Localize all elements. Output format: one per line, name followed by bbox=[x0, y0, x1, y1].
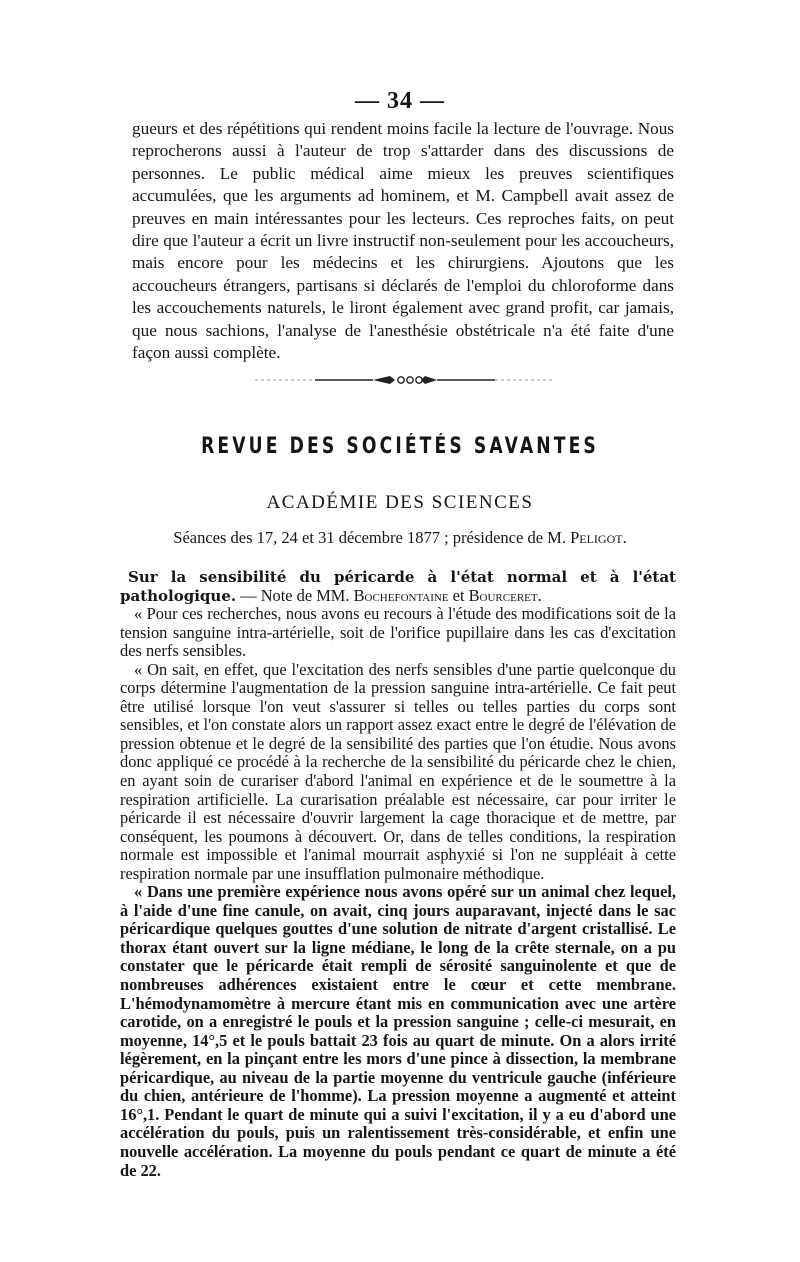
intro-text-block bbox=[132, 118, 674, 364]
academy-title: ACADÉMIE DES SCIENCES bbox=[266, 492, 534, 513]
article-note-mid: et bbox=[448, 585, 469, 605]
page-number: — 34 — bbox=[355, 88, 445, 114]
ornament-divider bbox=[255, 370, 555, 390]
intro-paragraph: gueurs et des répétitions qui rendent moins facile la lecture de l'ouvrage. Nous reprocherons aussi à l'auteur de trop s'attarder dans des discussions de personnes. Le public médical aime mieux les preuves scientifiques accumulées, que les arguments ad hominem, et M. Campbell avait assez de preuves en main intéressantes pour les lecteurs. Ces reproches faits, on peut dire que l'auteur a écrit un livre instructif non-seulement pour les accoucheurs, mais encore pour les médecins et les chirurgiens. Ajoutons que les accoucheurs étrangers, partisans si déclarés de l'emploi du chloroforme dans les accouchements naturels, le liront également avec grand profit, car jamais, que nous sachions, l'analyse de l'anesthésie obstétricale n'a été faite d'une façon aussi complète. bbox=[132, 119, 674, 363]
article-note-end: . bbox=[537, 585, 542, 605]
session-line bbox=[0, 528, 800, 548]
author-name: Bochefontaine bbox=[353, 585, 449, 605]
article-paragraph: « Pour ces recherches, nous avons eu recours à l'étude des modifications soit de la tension sanguine intra-artérielle, soit de l'orifice pupillaire dans les cas d'excitation des nerfs sensibles. bbox=[120, 604, 676, 661]
article-note: — Note de MM. bbox=[236, 585, 354, 605]
article-paragraph: « Dans une première expérience nous avons opéré sur un animal chez lequel, à l'aide d'une fine canule, on avait, cinq jours auparavant, injecté dans le sac péricardique quelques gouttes d'une solution de nitrate d'argent cristallisé. Le thorax étant ouvert sur la ligne médiane, le long de la crête sternale, on a pu constater que le péricarde était rempli de sérosité sanguinolente et que de nombreuses adhérences existaient entre le cœur et cette membrane. L'hémodynamomètre à mercure étant mis en communication avec une artère carotide, on a enregistré le pouls et la pression sanguine ; celle-ci mesurait, en moyenne, 14°,5 et le pouls battait 23 fois au quart de minute. On a alors irrité légèrement, en la pinçant entre les mors d'une pince à dissection, la membrane péricardique, au niveau de la partie moyenne du ventricule gauche (inférieure du chien, antérieure de l'homme). La pression moyenne a augmenté et atteint 16°,1. Pendant le quart de minute qui a suivi l'excitation, il y a eu d'abord une accélération du pouls, puis un ralentissement très-considérable, et enfin une nouvelle accélération. La moyenne du pouls pendant ce quart de minute a été de 22. bbox=[120, 882, 676, 1180]
section-title: REVUE DES SOCIÉTÉS SAVANTES bbox=[201, 434, 599, 459]
article-title: Sur la sensibilité du péricarde à l'état normal et à l'état pathologique. bbox=[120, 568, 676, 605]
article-paragraph: « On sait, en effet, que l'excitation des nerfs sensibles d'une partie quelconque du corps détermine l'augmentation de la pression sanguine intra-artérielle. Ce fait peut être utilisé lorsque l'on veut s'assurer si telles ou telles parties du corps sont sensibles, et l'on constate alors un rapport assez exact entre le degré de l'élévation de pression obtenue et le degré de la sensibilité des parties que l'on étudie. Nous avons donc appliqué ce procédé à la recherche de la sensibilité du péricarde chez le chien, en ayant soin de curariser d'abord l'animal en expérience et de le soumettre à la respiration artificielle. La curarisation préalable est nécessaire, car pour irriter le péricarde il est nécessaire d'ouvrir largement la cage thoracique et de mettre, par conséquent, les poumons à découvert. Or, dans de telles conditions, la respiration normale est impossible et l'animal mourrait asphyxié si l'on ne suppléait à cette respiration normale par une insufflation pulmonaire méthodique. bbox=[120, 659, 676, 883]
president-name: Peligot bbox=[570, 528, 623, 547]
session-end: . bbox=[622, 528, 627, 547]
author-name: Bourceret bbox=[468, 585, 538, 605]
article-heading bbox=[120, 568, 676, 605]
session-text: Séances des 17, 24 et 31 décembre 1877 ; présidence de M. bbox=[173, 528, 571, 547]
article-body bbox=[120, 568, 676, 1180]
